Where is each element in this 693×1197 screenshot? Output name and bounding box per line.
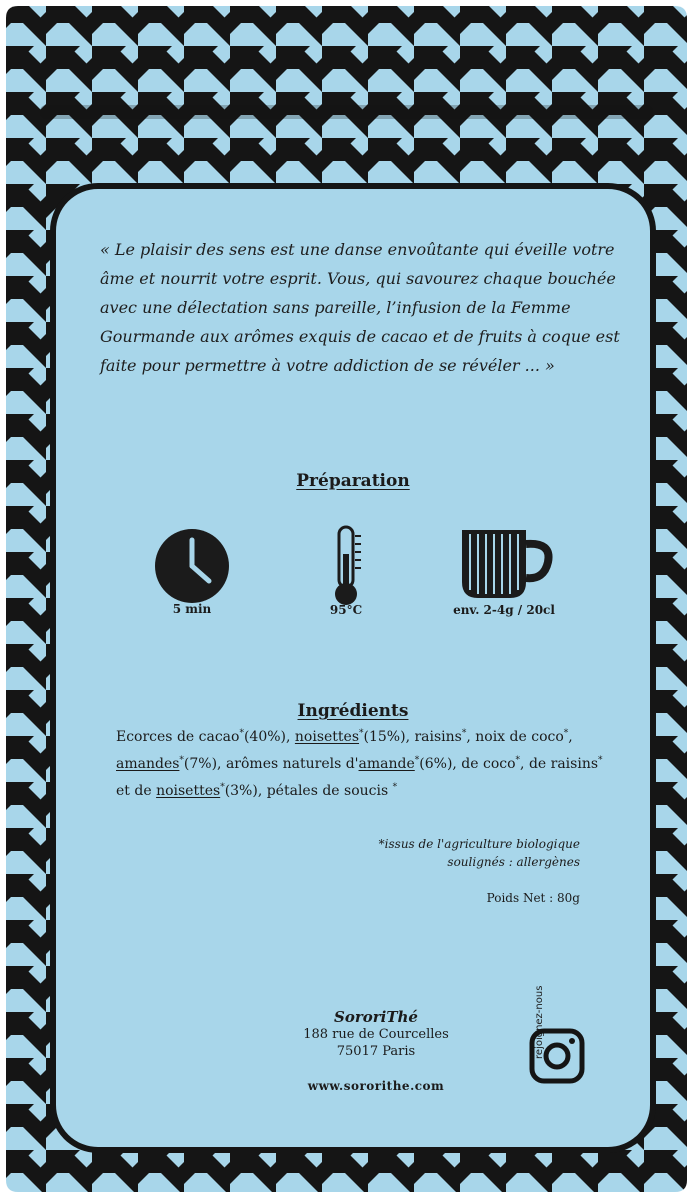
ingredients-heading: Ingrédients — [297, 701, 409, 721]
website-link[interactable]: www.sororithe.com — [307, 1079, 445, 1093]
brand-logo: SororiThé — [334, 1008, 418, 1026]
social-label: rejoignez-nous — [534, 985, 545, 1059]
address-line-1: 188 rue de Courcelles — [303, 1027, 449, 1042]
dose-label: env. 2-4g / 20cl — [453, 603, 555, 617]
temperature-label: 95°C — [329, 603, 363, 617]
thermometer-icon — [326, 524, 366, 609]
net-weight: Poids Net : 80g — [486, 891, 580, 905]
address-line-2: 75017 Paris — [336, 1044, 416, 1059]
instagram-icon[interactable] — [526, 1013, 596, 1093]
brand-block — [291, 1009, 461, 1060]
time-label: 5 min — [172, 602, 212, 616]
preparation-heading: Préparation — [296, 471, 410, 491]
allergen-note: soulignés : allergènes — [447, 855, 580, 869]
brand-quote: « Le plaisir des sens est une danse envoûtante qui éveille votre âme et nourrit votre esprit. Vous, qui savourez chaque bouchée avec une délectation sans pareille, l’infusion de la Femme Gourmande aux arômes exquis de cacao et de fruits à coque est faite pour permettre à votre addiction de se révéler ... » — [100, 240, 620, 375]
ingredients-list: Ecorces de cacao*(40%), noisettes*(15%), raisins*, noix de coco*, amandes*(7%), arômes naturels d'amande*(6%), de coco*, de raisins* et de noisettes*(3%), pétales de soucis * — [116, 728, 603, 799]
cup-icon — [456, 524, 556, 604]
organic-note: *issus de l'agriculture biologique — [378, 837, 580, 851]
clock-icon — [152, 526, 232, 606]
info-panel — [50, 183, 656, 1153]
